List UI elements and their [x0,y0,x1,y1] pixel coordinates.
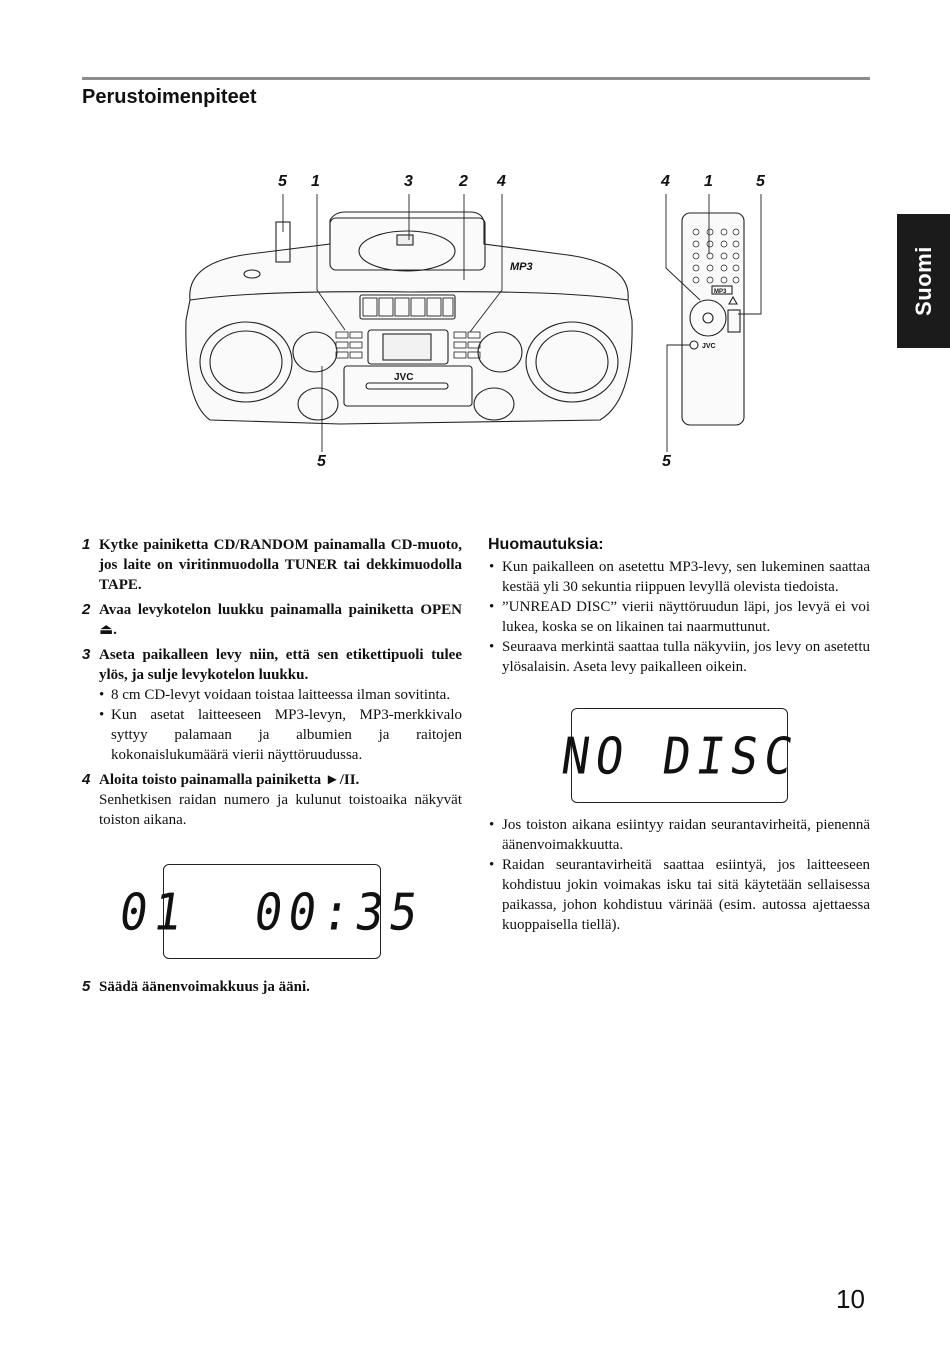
step-item [82,977,479,997]
steps-list [82,535,462,835]
brand-label: JVC [394,372,414,383]
section-title: Perustoimenpiteet [82,86,257,108]
callout-label: 5 [662,453,671,470]
lcd-display-no-disc [557,708,802,803]
step-text: Avaa levykotelon luukku painamalla painiketta OPEN ⏏. [99,602,462,638]
remote-mp3-label: MP3 [714,289,727,295]
callout-label: 1 [704,173,713,190]
bullet-item: • 8 cm CD-levyt voidaan toistaa laitteessa ilman sovitinta. [111,685,462,705]
header-rule [82,77,870,80]
callout-label: 1 [311,173,320,190]
step-number: 5 [82,978,91,995]
step-extra-text: Senhetkisen raidan numero ja kulunut toistoaika näkyvät toiston aikana. [99,792,462,828]
step-item [82,645,462,765]
notes-section [488,535,870,677]
note-item: • Seuraava merkintä saattaa tulla näkyviin, jos levy on asetettu ylösalaisin. Aseta levy paikalleen oikein. [502,637,870,677]
step-text: Aloita toisto painamalla painiketta ►/II. [99,772,360,788]
page-number: 10 [836,1284,865,1314]
step-text: Aseta paikalleen levy niin, että sen etikettipuoli tulee ylös, ja sulje levykotelon luukku. [99,647,462,683]
step-number: 4 [82,771,91,788]
mp3-logo: MP3 [510,261,533,273]
step-number: 3 [82,646,91,663]
callout-label: 5 [756,173,765,190]
lcd-text: NO DISC [557,725,802,786]
note-item: • ”UNREAD DISC” vierii näyttöruudun läpi, jos levyä ei voi lukea, koska se on likainen tai naarmuttunut. [502,597,870,637]
note-item: • Jos toiston aikana esiintyy raidan seurantavirheitä, pienennä äänenvoimakkuutta. [502,815,870,855]
remote-brand-label: JVC [702,343,716,350]
callout-label: 2 [459,173,468,190]
callout-label: 4 [497,173,506,190]
step-number: 2 [82,601,91,618]
step-item [82,535,462,595]
lcd-text: 01 00:35 [116,881,428,942]
callout-label: 3 [404,173,413,190]
notes-list-top [488,557,870,677]
step-item [82,770,462,830]
notes-title: Huomautuksia: [488,536,604,553]
notes-section-continued [488,815,870,935]
language-tab-label: Suomi [910,246,936,316]
note-item: • Kun paikalleen on asetettu MP3-levy, sen lukeminen saattaa kestää yli 30 sekuntia riippuen levyllä olevista tiedoista. [502,557,870,597]
step-item [82,600,462,640]
lcd-display-time [116,864,428,959]
boombox-illustration [0,160,950,480]
step-text: Säädä äänenvoimakkuus ja ääni. [99,979,310,995]
step-text: Kytke painiketta CD/RANDOM painamalla CD-muoto, jos laite on viritinmuodolla TUNER tai dekkimuodolla TAPE. [99,537,462,593]
callout-label: 4 [661,173,670,190]
step-number: 1 [82,536,91,553]
callout-label: 5 [278,173,287,190]
notes-list-bottom [488,815,870,935]
callout-label: 5 [317,453,326,470]
bullet-item: • Kun asetat laitteeseen MP3-levyn, MP3-merkkivalo syttyy palamaan ja albumien ja raitojen kokonaislukumäärä vierii näyttöruudussa. [111,705,462,765]
note-item: • Raidan seurantavirheitä saattaa esiintyä, jos laitteeseen kohdistuu jokin voimakas isku tai sitä käytetään sellaisessa paikassa, johon kohdistuu värinää (esim. autossa ajettaessa kuoppaisella tiellä). [502,855,870,935]
step-bullets [99,685,462,765]
